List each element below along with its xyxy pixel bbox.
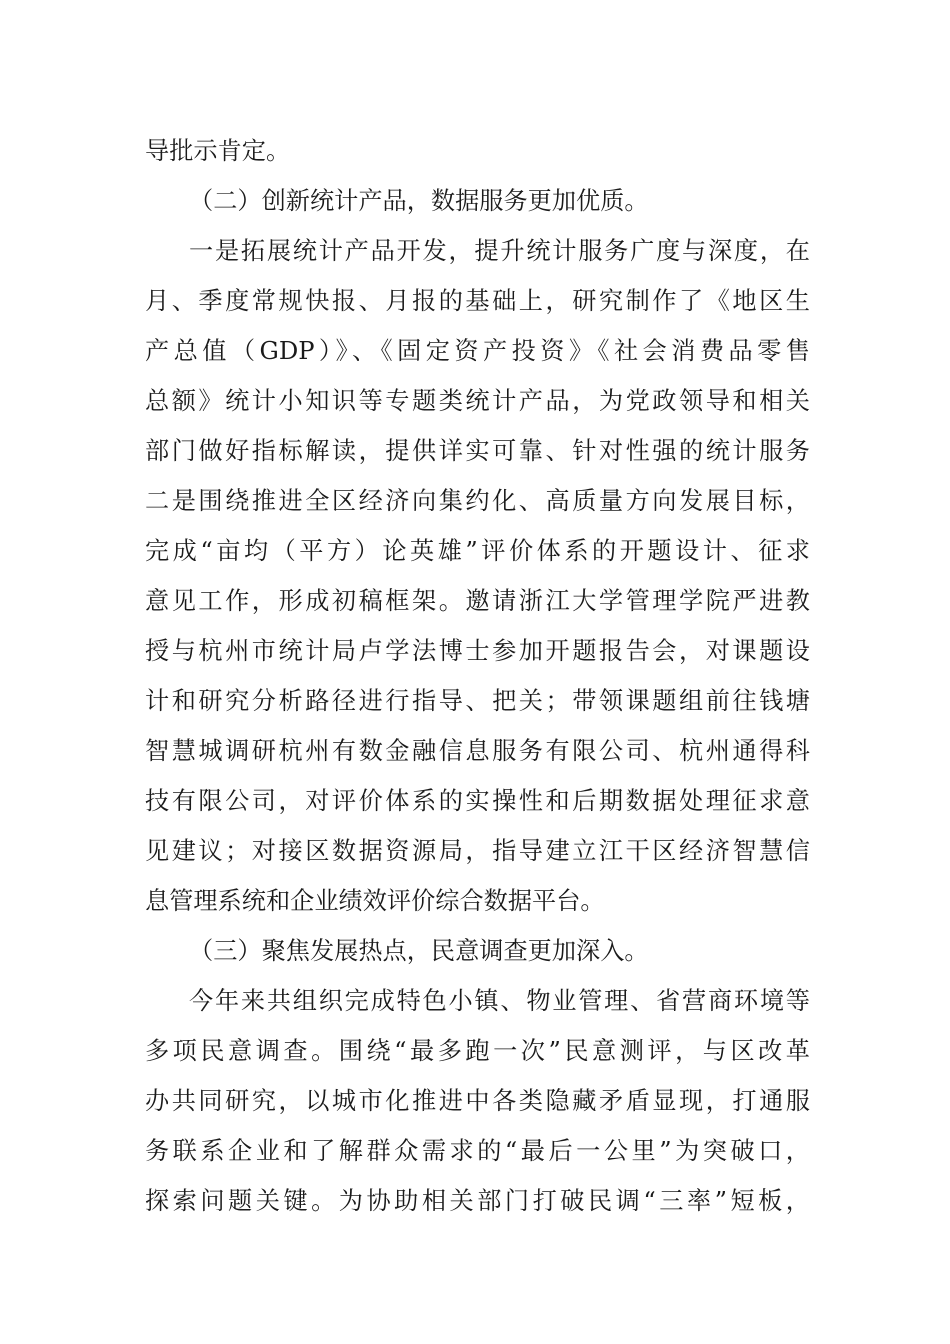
text-line: 见建议；对接区数据资源局，指导建立江干区经济智慧信 [145, 837, 810, 865]
text-line: 总额》统计小知识等专题类统计产品，为党政领导和相关 [145, 387, 810, 415]
text-line: 技有限公司，对评价体系的实操性和后期数据处理征求意 [145, 787, 810, 815]
text-line-paragraph-start: 今年来共组织完成特色小镇、物业管理、省营商环境等 [189, 987, 810, 1015]
text-line: 产总值（GDP）》、《固定资产投资》《社会消费品零售 [145, 337, 810, 365]
text-line: 办共同研究，以城市化推进中各类隐藏矛盾显现，打通服 [145, 1087, 810, 1115]
text-line: 计和研究分析路径进行指导、把关；带领课题组前往钱塘 [145, 687, 810, 715]
text-line: 探索问题关键。为协助相关部门打破民调“三率”短板， [145, 1187, 810, 1215]
text-line: 月、季度常规快报、月报的基础上，研究制作了《地区生 [145, 287, 810, 315]
text-line-paragraph-end: 息管理系统和企业绩效评价综合数据平台。 [145, 887, 605, 915]
text-line-paragraph-start: 一是拓展统计产品开发，提升统计服务广度与深度，在 [189, 237, 810, 265]
text-line: 二是围绕推进全区经济向集约化、高质量方向发展目标， [145, 487, 810, 515]
text-line: 多项民意调查。围绕“最多跑一次”民意测评，与区改革 [145, 1037, 810, 1065]
text-line: 完成“亩均（平方）论英雄”评价体系的开题设计、征求 [145, 537, 810, 565]
text-line-paragraph-end: 导批示肯定。 [145, 137, 291, 165]
text-line: 授与杭州市统计局卢学法博士参加开题报告会，对课题设 [145, 637, 810, 665]
section-heading-3: （三）聚焦发展热点，民意调查更加深入。 [189, 937, 649, 965]
text-line: 务联系企业和了解群众需求的“最后一公里”为突破口， [145, 1137, 810, 1165]
text-line: 意见工作，形成初稿框架。邀请浙江大学管理学院严进教 [145, 587, 810, 615]
section-heading-2: （二）创新统计产品，数据服务更加优质。 [189, 187, 649, 215]
text-line: 智慧城调研杭州有数金融信息服务有限公司、杭州通得科 [145, 737, 810, 765]
text-line: 部门做好指标解读，提供详实可靠、针对性强的统计服务 [145, 437, 810, 465]
body-text [145, 126, 810, 1226]
